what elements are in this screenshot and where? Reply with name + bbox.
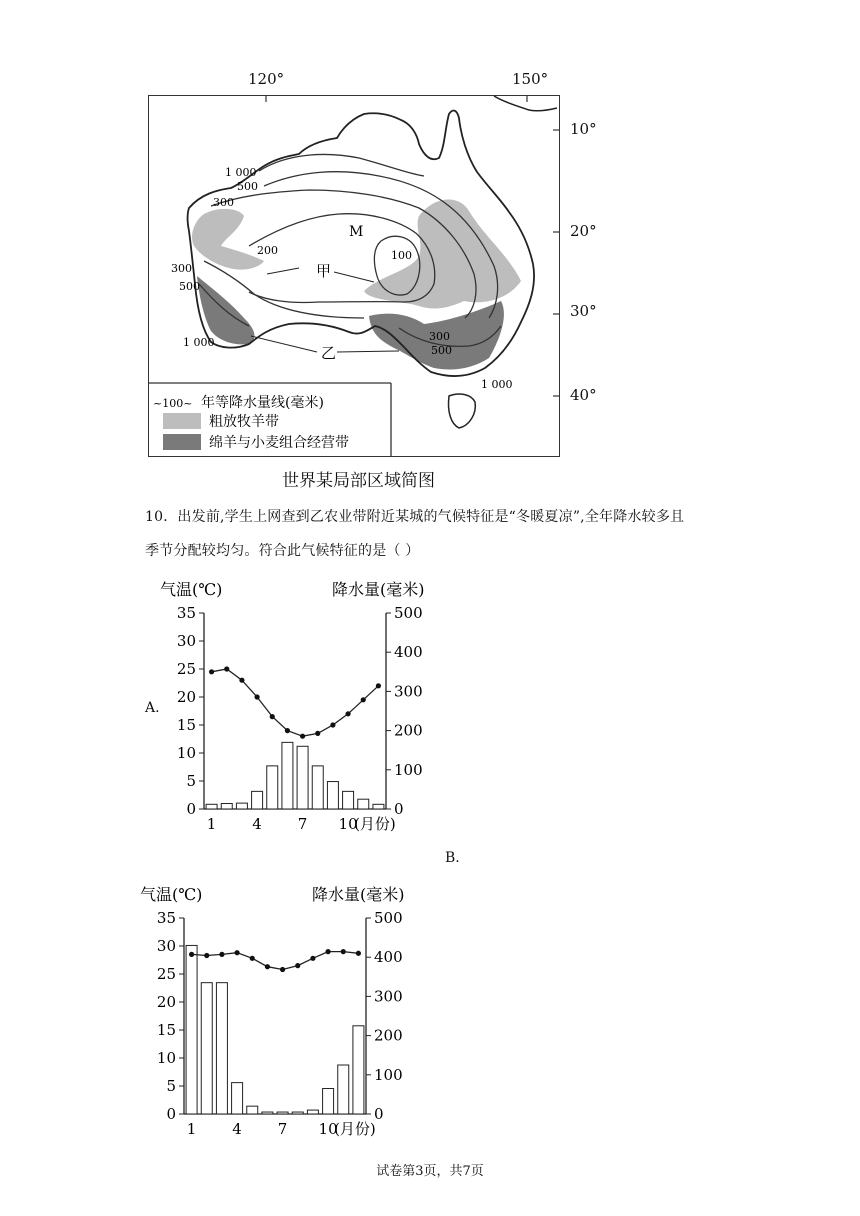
y-right-tick-label: 300 [394,682,423,701]
precip-bar [338,1065,349,1114]
precip-bar [277,1112,288,1114]
climate-chart-a [160,575,450,837]
isohyet-label: 500 [237,180,258,193]
precip-bar [186,945,197,1114]
precip-bar [292,1112,303,1114]
y-right-tick-label: 100 [374,1065,403,1084]
temperature-point [345,711,350,716]
precip-bar [216,983,227,1114]
new-guinea [494,96,557,111]
y-left-tick-label: 20 [176,688,196,706]
y-left-tick-label: 5 [166,1077,176,1095]
x-tick-label: 7 [277,1120,288,1138]
temperature-point [285,728,290,733]
temperature-point [310,956,315,961]
temperature-point [376,683,381,688]
pasture-zone-west [192,209,264,270]
place-label-yi: 乙 [321,344,337,362]
x-tick-label: 4 [252,815,262,833]
y-right-tick-label: 400 [394,643,423,662]
isohyet-label: 500 [431,344,452,357]
lat-label-30: 30° [570,302,597,320]
y-left-tick-label: 0 [166,1105,176,1123]
y-left-tick-label: 5 [186,772,196,790]
legend-mixed-label: 绵羊与小麦组合经营带 [209,435,349,451]
page-footer: 试卷第3页，共7页 [376,1164,484,1179]
precip-bar [343,791,354,809]
y-right-tick-label: 100 [394,760,423,779]
y-right-tick-label: 0 [374,1105,384,1123]
lon-label-150: 150° [512,70,549,88]
y-left-tick-label: 25 [156,965,176,983]
y-right-tick-label: 300 [374,987,403,1006]
ylabel-left: 气温(℃) [160,580,223,599]
temperature-line [192,952,359,970]
y-left-tick-label: 35 [176,604,196,622]
temperature-point [209,669,214,674]
precip-bar [373,804,384,809]
temperature-point [254,694,259,699]
ylabel-right: 降水量(毫米) [312,885,405,904]
legend-isohyet-label: 年等降水量线(毫米) [201,395,324,411]
y-left-tick-label: 15 [176,716,196,734]
place-label-jia: 甲 [316,262,332,280]
isohyet-label: 100 [391,249,412,262]
temperature-point [239,678,244,683]
y-right-tick-label: 0 [394,800,404,818]
map-caption: 世界某局部区域简图 [282,471,435,491]
precip-bar [206,804,217,809]
precip-bar [201,983,212,1114]
temperature-point [250,956,255,961]
temperature-point [280,967,285,972]
precip-bar [282,742,293,809]
tasmania [448,394,475,428]
precip-bar [323,1089,334,1114]
legend-mixed-swatch [163,434,201,450]
precip-bar [232,1083,243,1114]
isohyet-label: 1 000 [481,378,513,391]
y-left-tick-label: 25 [176,660,196,678]
temperature-point [356,951,361,956]
precip-bar [252,791,263,809]
temperature-point [204,953,209,958]
isohyet-label: 1 000 [225,166,257,179]
xlabel: (月份) [354,815,396,833]
temperature-point [341,949,346,954]
lat-label-20: 20° [570,222,597,240]
temperature-point [234,950,239,955]
y-left-tick-label: 0 [186,800,196,818]
isohyet-label: 300 [213,196,234,209]
map-frame [148,95,560,457]
y-right-tick-label: 200 [394,721,423,740]
x-tick-label: 1 [206,815,217,833]
y-left-tick-label: 30 [176,632,196,650]
precip-bar [327,782,338,809]
precip-bar [267,766,278,809]
legend-isohyet-sample: ~100~ [153,397,193,410]
x-tick-label: 10 [338,815,358,833]
x-tick-label: 1 [186,1120,197,1138]
precip-bar [307,1110,318,1114]
temperature-point [361,697,366,702]
precip-bar [247,1106,258,1114]
x-tick-label: 10 [318,1120,338,1138]
temperature-point [330,722,335,727]
temperature-point [219,952,224,957]
y-right-tick-label: 500 [394,604,423,622]
map-figure [0,0,860,500]
ylabel-left: 气温(℃) [140,885,203,904]
isohyet-label: 200 [257,244,278,257]
australia-map [149,96,559,456]
lat-label-40: 40° [570,386,597,404]
temperature-point [300,734,305,739]
option-b-label[interactable]: B. [445,850,460,866]
y-right-tick-label: 400 [374,948,403,967]
isohyet-label: 300 [171,262,192,275]
isohyet-label: 300 [429,330,450,343]
legend-pasture-swatch [163,413,201,429]
precip-bar [312,766,323,809]
precip-bar [262,1112,273,1114]
x-tick-label: 7 [297,815,308,833]
temperature-point [295,963,300,968]
precip-bar [236,803,247,809]
y-right-tick-label: 200 [374,1026,403,1045]
option-a-label[interactable]: A. [145,700,160,716]
temperature-point [325,949,330,954]
y-left-tick-label: 20 [156,993,176,1011]
isohyet-label: 1 000 [183,336,215,349]
precip-bar [353,1026,364,1114]
y-left-tick-label: 15 [156,1021,176,1039]
x-tick-label: 4 [232,1120,242,1138]
temperature-point [224,666,229,671]
question-line-1: 10．出发前,学生上网查到乙农业带附近某城的气候特征是“冬暖夏凉”,全年降水较多且 [145,509,685,525]
climate-chart-b [140,880,430,1142]
temperature-point [189,952,194,957]
temperature-point [265,964,270,969]
precip-bar [358,799,369,809]
precip-bar [297,746,308,809]
temperature-line [212,669,379,736]
y-left-tick-label: 10 [176,744,196,762]
y-left-tick-label: 35 [156,909,176,927]
question-line-2: 季节分配较均匀。符合此气候特征的是（ ） [145,543,420,559]
y-right-tick-label: 500 [374,909,403,927]
temperature-point [315,731,320,736]
temperature-point [270,714,275,719]
y-left-tick-label: 30 [156,937,176,955]
lon-label-120: 120° [248,70,285,88]
lat-label-10: 10° [570,120,597,138]
isohyet-label: 500 [179,280,200,293]
place-label-M: M [349,224,364,240]
precip-bar [221,804,232,809]
ylabel-right: 降水量(毫米) [332,580,425,599]
legend-pasture-label: 粗放牧羊带 [209,414,279,430]
xlabel: (月份) [334,1120,376,1138]
y-left-tick-label: 10 [156,1049,176,1067]
